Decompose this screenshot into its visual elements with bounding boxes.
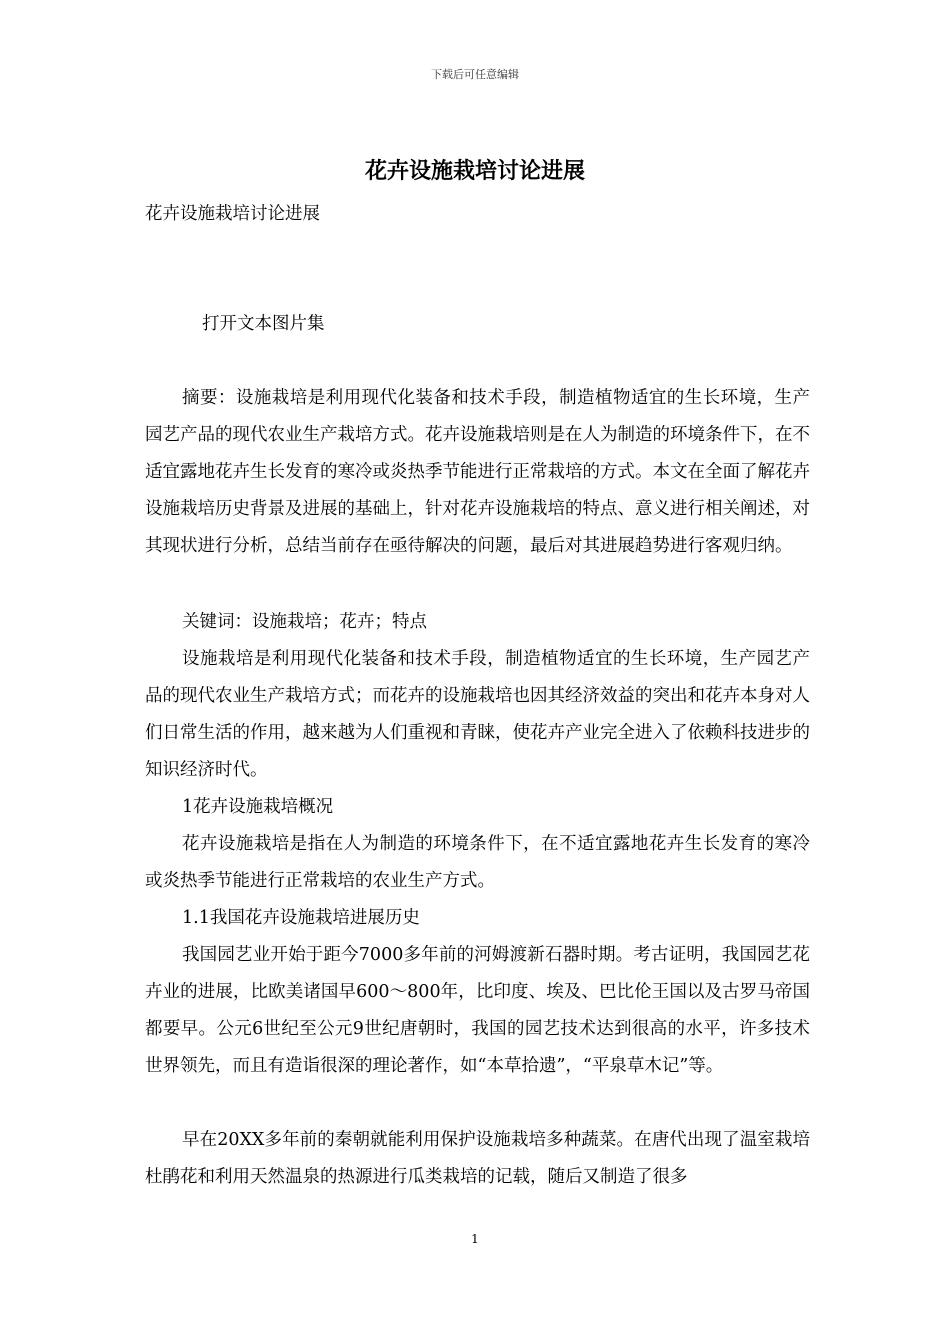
keywords-line: 关键词：设施栽培；花卉；特点 <box>182 612 427 632</box>
document-title: 花卉设施栽培讨论进展 <box>364 159 585 184</box>
abstract-paragraph: 摘要：设施栽培是利用现代化装备和技术手段，制造植物适宜的生长环境，生产园艺产品的现代农业生产栽培方式。花卉设施栽培则是在人为制造的环境条件下，在不适宜露地花卉生长发育的寒冷或炎热季节能进行正常栽培的方式。本文在全面了解花卉设施栽培历史背景及进展的基础上，针对花卉设施栽培的特点、意义进行相关阐述，对其现状进行分析，总结当前存在亟待解决的问题，最后对其进展趋势进行客观归纳。 <box>145 388 810 556</box>
section-heading-1-1: 1.1我国花卉设施栽培进展历史 <box>182 908 420 928</box>
history-paragraph-continued: 早在20XX多年前的秦朝就能利用保护设施栽培多种蔬菜。在唐代出现了温室栽培杜鹃花和利用天然温泉的热源进行瓜类栽培的记载，随后又制造了很多 <box>145 1130 810 1187</box>
page-number: 1 <box>471 1232 479 1246</box>
section-heading-1: 1花卉设施栽培概况 <box>182 797 334 817</box>
document-subtitle: 花卉设施栽培讨论进展 <box>145 204 320 224</box>
open-image-gallery-link[interactable]: 打开文本图片集 <box>202 314 325 334</box>
header-note: 下载后可任意编辑 <box>431 68 519 81</box>
section-1-paragraph: 花卉设施栽培是指在人为制造的环境条件下，在不适宜露地花卉生长发育的寒冷或炎热季节能进行正常栽培的农业生产方式。 <box>145 834 810 891</box>
intro-paragraph: 设施栽培是利用现代化装备和技术手段，制造植物适宜的生长环境，生产园艺产品的现代农业生产栽培方式；而花卉的设施栽培也因其经济效益的突出和花卉本身对人们日常生活的作用，越来越为人们重视和青睐，使花卉产业完全进入了依赖科技进步的知识经济时代。 <box>145 649 810 780</box>
history-paragraph: 我国园艺业开始于距今7000多年前的河姆渡新石器时期。考古证明，我国园艺花卉业的进展，比欧美诸国早600～800年，比印度、埃及、巴比伦王国以及古罗马帝国都要早。公元6世纪至公元9世纪唐朝时，我国的园艺技术达到很高的水平，许多技术世界领先，而且有造诣很深的理论著作，如“本草拾遗”，“平泉草木记”等。 <box>145 945 810 1076</box>
